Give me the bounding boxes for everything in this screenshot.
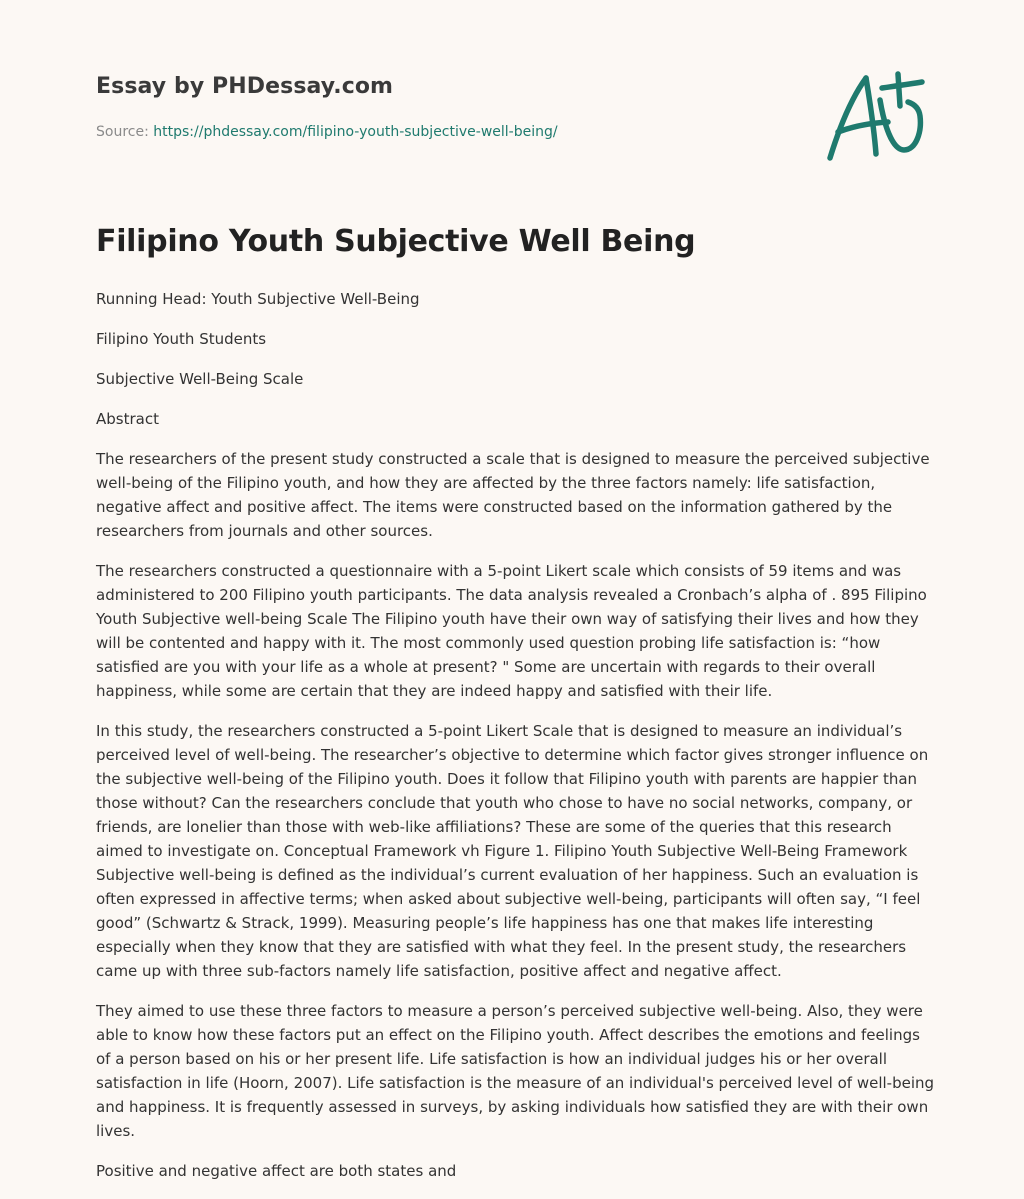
essay-paragraph: In this study, the researchers constructed a 5-point Likert Scale that is designed to measure an individual’s perceived level of well-being. The researcher’s objective to determine which factor gives stronger influence on the subjective well-being of the Filipino youth. Does it follow that Filipino youth with parents are happier than those without? Can the researchers conclude that youth who chose to have no social networks, company, or friends, are lonelier than those with web-like affiliations? These are some of the queries that this research aimed to investigate on. Conceptual Framework vh Figure 1. Filipino Youth Subjective Well-Being Framework Subjective well-being is defined as the individual’s current evaluation of her happiness. Such an evaluation is often expressed in affective terms; when asked about subjective well-being, participants will often say, “I feel good” (Schwartz & Strack, 1999). Measuring people’s life happiness has one that makes life interesting especially when they know that they are satisfied with what they feel. In the present study, the researchers came up with three sub-factors namely life satisfaction, positive affect and negative affect. xyxy=(96,722,929,980)
source-label: Source: xyxy=(96,124,154,140)
a-plus-logo-icon xyxy=(820,66,930,166)
essay-paragraph: Subjective Well-Being Scale xyxy=(96,370,304,388)
source-link[interactable]: https://phdessay.com/filipino-youth-subjective-well-being/ xyxy=(153,124,558,140)
source-line xyxy=(96,124,558,140)
essay-paragraph: Running Head: Youth Subjective Well-Being xyxy=(96,290,420,308)
site-title: Essay by PHDessay.com xyxy=(96,74,394,99)
essay-title: Filipino Youth Subjective Well Being xyxy=(96,224,696,259)
essay-body xyxy=(96,287,936,1199)
essay-paragraph: They aimed to use these three factors to measure a person’s perceived subjective well-being. Also, they were able to know how these factors put an effect on the Filipino youth. Affect describes the emotions and feelings of a person based on his or her present life. Life satisfaction is how an individual judges his or her overall satisfaction in life (Hoorn, 2007). Life satisfaction is the measure of an individual's perceived level of well-being and happiness. It is frequently assessed in surveys, by asking individuals how satisfied they are with their own lives. xyxy=(96,1002,935,1140)
essay-paragraph: Positive and negative affect are both states and xyxy=(96,1162,457,1180)
essay-paragraph: The researchers of the present study constructed a scale that is designed to measure the perceived subjective well-being of the Filipino youth, and how they are affected by the three factors namely: life satisfaction, negative affect and positive affect. The items were constructed based on the information gathered by the researchers from journals and other sources. xyxy=(96,450,930,540)
essay-paragraph: Filipino Youth Students xyxy=(96,330,267,348)
essay-paragraph: The researchers constructed a questionnaire with a 5-point Likert scale which consists of 59 items and was administered to 200 Filipino youth participants. The data analysis revealed a Cronbach’s alpha of . 895 Filipino Youth Subjective well-being Scale The Filipino youth have their own way of satisfying their lives and how they will be contented and happy with it. The most commonly used question probing life satisfaction is: “how satisfied are you with your life as a whole at present? " Some are uncertain with regards to their overall happiness, while some are certain that they are indeed happy and satisfied with their life. xyxy=(96,562,927,700)
essay-paragraph: Abstract xyxy=(96,410,159,428)
